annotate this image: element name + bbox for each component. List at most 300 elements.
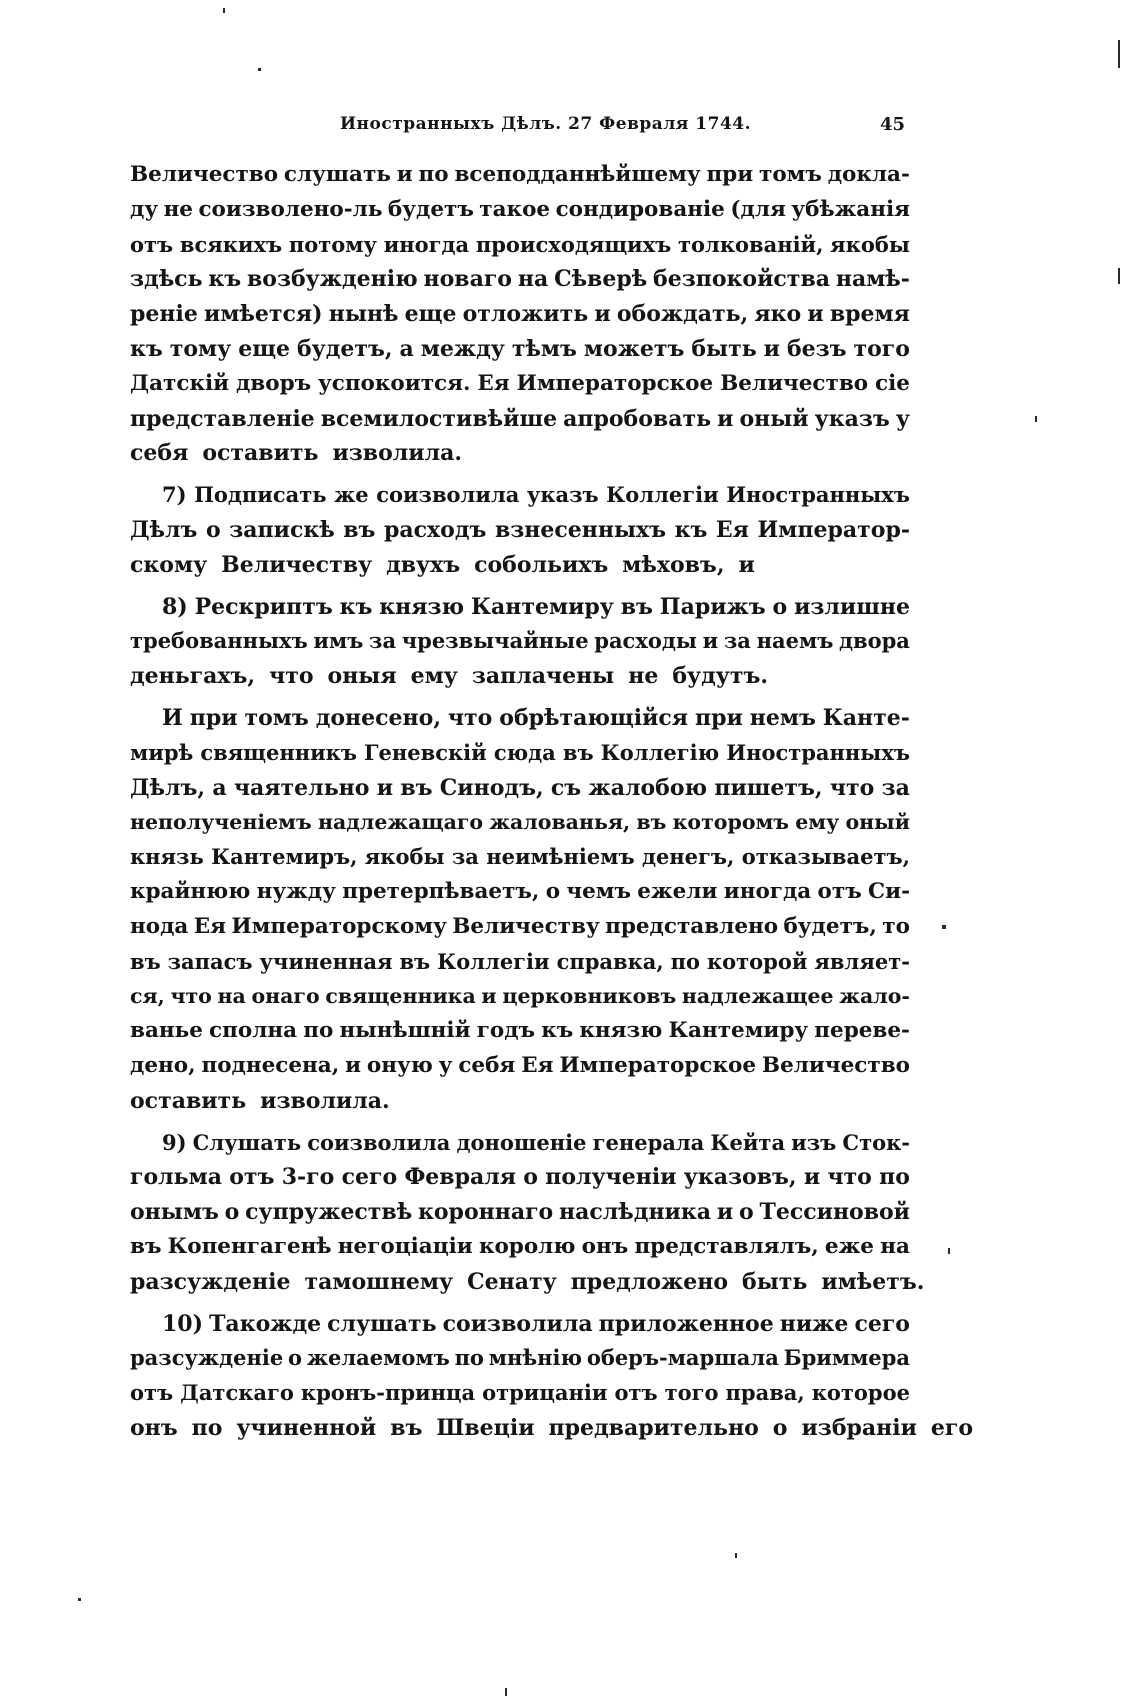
word: можетъ bbox=[583, 335, 685, 362]
word: разсужденіе bbox=[130, 1345, 284, 1371]
word: князю bbox=[379, 593, 465, 620]
word: намѣ- bbox=[835, 266, 910, 293]
word: нынѣ bbox=[328, 301, 399, 328]
scan-speck bbox=[735, 1553, 737, 1558]
word: при bbox=[706, 162, 754, 187]
word: имѣется) bbox=[204, 301, 323, 328]
word: Ея bbox=[477, 370, 510, 396]
word: отъ bbox=[130, 1380, 174, 1406]
word: же bbox=[334, 482, 369, 508]
word: предварительно bbox=[548, 1414, 759, 1441]
word: Ея bbox=[715, 516, 749, 543]
word: новаго bbox=[423, 266, 512, 293]
word: генерала bbox=[592, 1129, 705, 1155]
word: Рескриптъ bbox=[194, 593, 333, 620]
word: иногда bbox=[383, 231, 470, 257]
word: и bbox=[803, 1164, 821, 1191]
scan-speck bbox=[1035, 416, 1037, 422]
word: будетъ, bbox=[296, 335, 393, 362]
word: надлежащаго bbox=[317, 810, 484, 835]
text-line bbox=[130, 1265, 925, 1300]
word: отказываетъ, bbox=[741, 844, 910, 870]
word: кронъ-принца bbox=[300, 1380, 476, 1406]
paragraph bbox=[130, 1307, 974, 1446]
text-line bbox=[130, 262, 910, 297]
word: королю bbox=[478, 1233, 576, 1259]
word: оставить bbox=[202, 440, 319, 467]
word: изволила. bbox=[260, 1087, 390, 1114]
word: мѣховъ, bbox=[622, 551, 725, 578]
word: Кантемиръ, bbox=[211, 844, 358, 870]
text-line bbox=[130, 1126, 910, 1161]
word: тому bbox=[169, 335, 232, 362]
word: тѣмъ bbox=[511, 335, 577, 362]
word: Ея bbox=[193, 913, 226, 939]
word: дено, bbox=[130, 1052, 196, 1078]
word: разсужденіе bbox=[130, 1268, 291, 1295]
word: и bbox=[717, 405, 734, 432]
word: являет- bbox=[814, 948, 910, 974]
word: Иностранныхъ bbox=[726, 482, 910, 508]
word: оставить bbox=[130, 1087, 247, 1114]
word: которое bbox=[811, 1380, 910, 1406]
word: оный bbox=[739, 405, 809, 432]
word: себя bbox=[458, 1052, 516, 1078]
word: Подписать bbox=[194, 482, 327, 508]
scan-speck bbox=[1118, 40, 1120, 68]
word: что bbox=[827, 1164, 872, 1191]
word: соизволено-ль bbox=[198, 196, 383, 222]
word: наслѣдника bbox=[559, 1199, 712, 1226]
word: дворъ bbox=[235, 370, 312, 396]
word: въ bbox=[399, 948, 431, 974]
word: отложить bbox=[462, 301, 589, 328]
body-text bbox=[130, 158, 974, 1446]
word: сондированіе bbox=[555, 196, 725, 222]
word: къ bbox=[208, 266, 242, 293]
word: жалобою bbox=[588, 774, 708, 801]
word: того bbox=[664, 1380, 719, 1406]
text-line bbox=[130, 701, 910, 736]
word: Парижъ bbox=[659, 593, 766, 620]
word: мирѣ bbox=[130, 739, 194, 765]
word: о bbox=[205, 516, 221, 543]
word: что bbox=[447, 704, 493, 731]
word: пишетъ, bbox=[714, 774, 823, 801]
word: нужду bbox=[256, 878, 336, 904]
word: запискѣ bbox=[229, 516, 335, 543]
word: Геневскій bbox=[364, 739, 487, 765]
word: слушать bbox=[283, 162, 391, 187]
word: Величество bbox=[761, 1052, 910, 1078]
word: всемилостивѣйше bbox=[320, 405, 558, 432]
word: оныя bbox=[327, 663, 397, 690]
word: на bbox=[517, 266, 549, 293]
word: потому bbox=[288, 231, 377, 257]
word: а bbox=[399, 335, 414, 362]
word: ежели bbox=[637, 878, 718, 904]
word: расходъ bbox=[384, 516, 487, 543]
page-number: 45 bbox=[879, 114, 905, 135]
word: представлялъ, bbox=[634, 1233, 819, 1259]
word: избраніи bbox=[801, 1414, 917, 1441]
word: Иностранныхъ bbox=[726, 739, 910, 765]
text-line bbox=[130, 1014, 910, 1049]
text-line bbox=[130, 979, 910, 1014]
word: Си- bbox=[868, 878, 910, 904]
word: расходы bbox=[594, 628, 697, 654]
paragraph bbox=[130, 590, 910, 694]
word: онаго bbox=[251, 984, 320, 1009]
word: Такожде bbox=[209, 1310, 322, 1337]
word: неполученіемъ bbox=[130, 810, 312, 835]
word: Величество bbox=[720, 370, 869, 396]
word: при bbox=[189, 704, 238, 731]
word: за bbox=[881, 774, 910, 801]
word: быть bbox=[691, 335, 757, 362]
word: желаемомъ bbox=[306, 1345, 450, 1371]
paragraph bbox=[130, 158, 910, 471]
word: Кейта bbox=[710, 1129, 786, 1155]
text-line bbox=[130, 1307, 910, 1342]
word: Ея bbox=[521, 1052, 554, 1078]
word: изволила. bbox=[332, 440, 463, 467]
word: скому bbox=[130, 551, 208, 578]
word: въ bbox=[400, 774, 433, 801]
word: за bbox=[451, 844, 479, 870]
word: безъ bbox=[786, 335, 847, 362]
word: того bbox=[853, 335, 910, 362]
word: Коллегію bbox=[600, 739, 720, 765]
word: претерпѣваетъ, bbox=[342, 878, 540, 904]
word: Императорскому bbox=[231, 913, 447, 939]
text-line bbox=[130, 332, 910, 367]
word: ему bbox=[410, 663, 458, 690]
word: о bbox=[772, 1414, 788, 1441]
word: соизволила bbox=[307, 1129, 451, 1155]
word: представлено bbox=[605, 913, 779, 939]
word: ду bbox=[130, 196, 159, 222]
word: немъ bbox=[749, 704, 816, 731]
word: представленіе bbox=[130, 405, 315, 432]
word: обрѣтающійся bbox=[499, 704, 689, 731]
text-line bbox=[130, 478, 910, 513]
word: указъ bbox=[526, 482, 599, 508]
word: въ bbox=[620, 593, 653, 620]
word: въ bbox=[130, 1233, 162, 1259]
word: къ bbox=[130, 335, 163, 362]
word: крайнюю bbox=[130, 878, 251, 904]
word: 7) bbox=[162, 482, 187, 508]
scan-speck bbox=[78, 1598, 81, 1601]
word: которой bbox=[706, 948, 808, 974]
word: и bbox=[376, 774, 394, 801]
word: тамошнему bbox=[304, 1268, 454, 1295]
word: учиненная bbox=[259, 948, 393, 974]
word: томъ bbox=[759, 162, 822, 187]
word: сего bbox=[854, 1310, 910, 1337]
scan-speck bbox=[505, 1688, 507, 1696]
word: по bbox=[879, 1164, 910, 1191]
word: взнесенныхъ bbox=[494, 516, 667, 543]
word: отрицаніи bbox=[482, 1380, 608, 1406]
paragraph bbox=[130, 1126, 925, 1300]
word: отъ bbox=[817, 878, 862, 904]
word: къ bbox=[541, 1018, 574, 1044]
paragraph bbox=[130, 701, 910, 1119]
word: Слушать bbox=[192, 1129, 302, 1155]
word: предложено bbox=[570, 1268, 729, 1295]
text-line bbox=[130, 1195, 910, 1230]
word: отъ bbox=[614, 1380, 658, 1406]
word: за bbox=[723, 628, 751, 654]
word: гольма bbox=[130, 1164, 222, 1191]
word: онымъ bbox=[130, 1199, 219, 1226]
word: Датскаго bbox=[180, 1380, 294, 1406]
word: указовъ, bbox=[683, 1164, 797, 1191]
word: онъ bbox=[130, 1414, 178, 1441]
word: будутъ. bbox=[672, 663, 769, 690]
word: и bbox=[481, 984, 497, 1009]
word: о bbox=[738, 1199, 754, 1226]
word: за bbox=[369, 628, 397, 654]
word: сего bbox=[341, 1164, 398, 1191]
word: не bbox=[163, 196, 193, 222]
word: сюда bbox=[493, 739, 556, 765]
text-line bbox=[130, 297, 910, 332]
word: супружествѣ bbox=[245, 1199, 413, 1226]
word: имъ bbox=[313, 628, 364, 654]
word: и bbox=[716, 1199, 734, 1226]
word: Канте- bbox=[822, 704, 910, 731]
text-line bbox=[130, 659, 910, 694]
scan-speck bbox=[942, 925, 946, 929]
word: Величеству bbox=[452, 913, 600, 939]
word: въ bbox=[562, 739, 594, 765]
word: Величеству bbox=[221, 551, 373, 578]
word: слушать bbox=[327, 1310, 437, 1337]
word: толкованій, bbox=[678, 231, 824, 257]
word: доношеніе bbox=[456, 1129, 587, 1155]
word: деньгахъ, bbox=[130, 663, 256, 690]
text-line bbox=[130, 590, 910, 625]
word: донесено, bbox=[315, 704, 441, 731]
word: чаятельно bbox=[233, 774, 370, 801]
word: реніе bbox=[130, 301, 198, 328]
word: не bbox=[628, 663, 659, 690]
word: чрезвычайные bbox=[401, 628, 589, 654]
word: неимѣніемъ bbox=[486, 844, 635, 870]
word: о bbox=[224, 1199, 240, 1226]
word: у bbox=[438, 1052, 453, 1078]
word: собольихъ bbox=[474, 551, 609, 578]
word: Синодъ, bbox=[439, 774, 544, 801]
word: денегъ, bbox=[641, 844, 735, 870]
word: изъ bbox=[791, 1129, 837, 1155]
text-line bbox=[130, 1049, 910, 1084]
text-line bbox=[130, 805, 910, 840]
word: успокоится. bbox=[317, 370, 471, 396]
word: Бриммера bbox=[783, 1345, 910, 1371]
text-line bbox=[130, 736, 910, 771]
word: о bbox=[288, 1345, 303, 1371]
word: Сток- bbox=[842, 1129, 910, 1155]
paragraph bbox=[130, 478, 910, 582]
word: приложенное bbox=[598, 1310, 774, 1337]
word: Сенату bbox=[467, 1268, 557, 1295]
word: ванье bbox=[130, 1018, 203, 1044]
text-line bbox=[130, 624, 910, 659]
word: Тессиновой bbox=[759, 1199, 910, 1226]
text-line bbox=[130, 1411, 974, 1446]
word: къ bbox=[339, 593, 373, 620]
word: Датскій bbox=[130, 370, 230, 396]
word: жалованья, bbox=[489, 810, 631, 835]
word: сполна bbox=[209, 1018, 298, 1044]
word: Императорское bbox=[516, 370, 714, 396]
word: съ bbox=[550, 774, 582, 801]
word: обождать, bbox=[616, 301, 749, 328]
text-line bbox=[130, 513, 910, 548]
word: быть bbox=[742, 1268, 808, 1295]
word: соизволила bbox=[442, 1310, 593, 1337]
page-header bbox=[340, 114, 905, 144]
word: всеподданнѣйшему bbox=[454, 162, 701, 187]
word: ся, bbox=[130, 984, 165, 1009]
word: И bbox=[162, 704, 183, 731]
word: надлежащее bbox=[681, 984, 834, 1009]
word: запасъ bbox=[167, 948, 253, 974]
word: и bbox=[702, 628, 719, 654]
word: между bbox=[420, 335, 505, 362]
text-line bbox=[130, 436, 910, 471]
word: священникъ bbox=[200, 739, 357, 765]
word: полученіи bbox=[545, 1164, 677, 1191]
word: апробовать bbox=[563, 405, 712, 432]
text-line bbox=[130, 228, 910, 263]
word: безпокойства bbox=[653, 266, 830, 293]
word: ниже bbox=[779, 1310, 849, 1337]
word: по bbox=[454, 1345, 484, 1371]
text-line bbox=[130, 1084, 910, 1119]
word: и bbox=[738, 551, 755, 578]
word: себя bbox=[130, 440, 189, 467]
word: будетъ bbox=[387, 196, 474, 222]
word: въ bbox=[343, 516, 376, 543]
word: князь bbox=[130, 844, 204, 870]
word: при bbox=[695, 704, 743, 731]
word: (для bbox=[730, 196, 786, 222]
word: о bbox=[545, 878, 561, 904]
word: излишне bbox=[794, 593, 910, 620]
word: наемъ bbox=[756, 628, 834, 654]
word: годъ bbox=[476, 1018, 536, 1044]
text-line bbox=[130, 1376, 910, 1411]
word: Величество bbox=[130, 162, 279, 187]
word: Императорское bbox=[559, 1052, 757, 1078]
word: по bbox=[191, 1414, 223, 1441]
word: якобы bbox=[830, 231, 910, 257]
word: еще bbox=[238, 335, 291, 362]
scan-speck bbox=[948, 1248, 950, 1254]
word: требованныхъ bbox=[130, 628, 308, 654]
word: докла- bbox=[827, 162, 910, 187]
word: указъ bbox=[814, 405, 890, 432]
word: якобы bbox=[364, 844, 445, 870]
word: поднесена, bbox=[201, 1052, 340, 1078]
word: учиненной bbox=[236, 1414, 377, 1441]
word: что bbox=[269, 663, 314, 690]
word: 8) bbox=[162, 593, 188, 620]
word: что bbox=[829, 774, 875, 801]
word: которомъ bbox=[672, 810, 790, 835]
word: 9) bbox=[162, 1129, 187, 1155]
word: оный bbox=[845, 810, 910, 835]
word: онъ bbox=[581, 1233, 629, 1259]
text-line bbox=[130, 945, 910, 980]
text-line bbox=[130, 875, 910, 910]
word: на bbox=[880, 1233, 910, 1259]
word: по bbox=[418, 162, 449, 187]
word: его bbox=[930, 1414, 974, 1441]
word: переве- bbox=[814, 1018, 910, 1044]
word: и bbox=[345, 1052, 362, 1078]
word: и bbox=[763, 335, 780, 362]
word: убѣжанія bbox=[791, 196, 910, 222]
word: соизволила bbox=[376, 482, 520, 508]
text-line bbox=[130, 771, 910, 806]
text-line bbox=[130, 548, 910, 583]
word: о bbox=[523, 1164, 538, 1191]
word: яко bbox=[754, 301, 802, 328]
word: нода bbox=[130, 913, 189, 939]
text-line bbox=[130, 402, 910, 437]
word: отъ bbox=[130, 231, 174, 257]
word: время bbox=[829, 301, 910, 328]
word: имѣетъ. bbox=[821, 1268, 925, 1295]
word: 10) bbox=[162, 1310, 204, 1337]
word: Февраля bbox=[404, 1164, 516, 1191]
word: сіе bbox=[875, 370, 910, 396]
text-line bbox=[130, 367, 910, 402]
word: церковниковъ bbox=[502, 984, 677, 1009]
word: оную bbox=[366, 1052, 433, 1078]
word: въ bbox=[636, 810, 667, 835]
word: короннаго bbox=[418, 1199, 554, 1226]
text-line bbox=[130, 910, 910, 945]
word: двора bbox=[839, 628, 910, 654]
word: къ bbox=[674, 516, 708, 543]
scan-speck bbox=[1118, 268, 1120, 284]
word: Коллегіи bbox=[606, 482, 719, 508]
word: иногда bbox=[723, 878, 812, 904]
word: мнѣнію bbox=[488, 1345, 583, 1371]
text-line bbox=[130, 158, 910, 193]
word: негоціаціи bbox=[337, 1233, 473, 1259]
word: князю bbox=[579, 1018, 663, 1044]
scan-speck bbox=[258, 68, 261, 71]
text-line bbox=[130, 1230, 910, 1265]
word: по bbox=[303, 1018, 334, 1044]
word: Дѣлъ, bbox=[130, 774, 206, 801]
word: Кантемиру bbox=[470, 593, 614, 620]
word: а bbox=[212, 774, 227, 801]
word: жало- bbox=[839, 984, 910, 1009]
word: и bbox=[807, 301, 824, 328]
word: такое bbox=[479, 196, 551, 222]
word: происходящихъ bbox=[475, 231, 672, 257]
word: заплачены bbox=[471, 663, 615, 690]
